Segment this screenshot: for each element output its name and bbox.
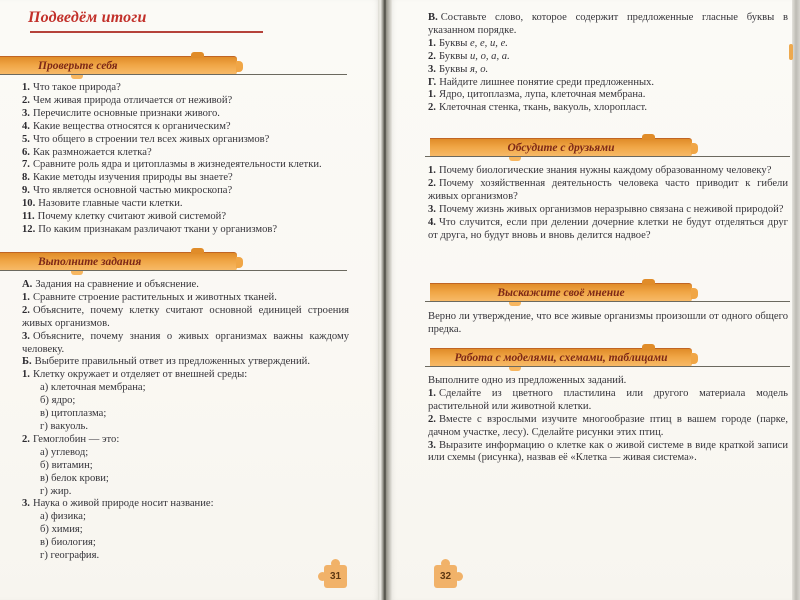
list-item: 2. Вместе с взрослыми изучите многообразие птиц в вашем городе (парке, дачном участке, лесу). Сделайте рисунки этих птиц. (428, 413, 788, 438)
list-item: 2. Чем живая природа отличается от неживой? (22, 94, 233, 106)
list-item: а) физика; (40, 511, 86, 523)
list-item: а) клеточная мембрана; (40, 382, 146, 394)
list-item: а) углевод; (40, 446, 89, 458)
list-item: б) витамин; (40, 459, 93, 471)
list-item: б) химия; (40, 524, 83, 536)
list-item: 3. Буквы я, о. (428, 63, 489, 75)
list-item: 1. Ядро, цитоплазма, лупа, клеточная мембрана. (428, 89, 646, 101)
page-number-puzzle (324, 565, 347, 588)
list-item: 3. Почему жизнь живых организмов неразрывно связана с неживой природой? (428, 203, 784, 215)
models-list (428, 375, 788, 465)
list-item: 4. Что случится, если при делении дочерние клетки не будут отделяться друг от друга, но будут вновь и вновь делится надвое? (428, 216, 788, 241)
list-item: в) биология; (40, 537, 96, 549)
banner-opinion (430, 283, 692, 302)
section-rule (425, 156, 790, 157)
list-item: 10. Назовите главные части клетки. (22, 198, 183, 210)
book-spine (378, 0, 392, 600)
list-item: г) жир. (40, 485, 72, 497)
banner-label: Проверьте себя (38, 60, 118, 72)
list-item: 3. Перечислите основные признаки живого. (22, 107, 220, 119)
banner-label: Выскажите своё мнение (497, 287, 625, 299)
opinion-text: Верно ли утверждение, что все живые организмы произошли от одного общего предка. (428, 311, 788, 336)
list-item: 2. Объясните, почему клетку считают основной единицей строения живых организмов. (22, 304, 349, 329)
list-item: 4. Какие вещества относятся к органическим? (22, 120, 231, 132)
list-item: Выполните одно из предложенных заданий. (428, 375, 627, 386)
page-number: 32 (439, 571, 452, 582)
list-item: 2. Почему хозяйственная деятельность человека часто приводит к гибели живых организмов? (428, 177, 788, 202)
discuss-list (428, 165, 788, 242)
list-item: в) белок крови; (40, 472, 109, 484)
list-item: А. Задания на сравнение и объяснение. (22, 279, 199, 290)
banner-label: Выполните задания (38, 256, 142, 268)
section-rule (425, 301, 790, 302)
list-item: 7. Сравните роль ядра и цитоплазмы в жизнедеятельности клетки. (22, 159, 322, 171)
list-item: б) ядро; (40, 395, 76, 407)
list-item: г) география. (40, 550, 100, 562)
top-tasks-list (428, 12, 788, 115)
list-item: 12. По каким признакам различают ткани у организмов? (22, 223, 278, 235)
list-item: Г. Найдите лишнее понятие среди предложенных. (428, 76, 655, 88)
do-tasks-list (22, 279, 349, 563)
list-item: 1. Что такое природа? (22, 82, 121, 93)
check-yourself-list (22, 82, 349, 237)
list-item: 3. Наука о живой природе носит название: (22, 498, 214, 510)
list-item: 1. Буквы е, е, и, е. (428, 37, 508, 49)
list-item: 1. Сравните строение растительных и животных тканей. (22, 291, 277, 303)
list-item: г) вакуоль. (40, 420, 89, 432)
list-item: 1. Клетку окружает и отделяет от внешней среды: (22, 369, 248, 381)
list-item: 3. Выразите информацию о клетке как о живой системе в виде краткой записи или схемы (рисунка), назвав её «Клетка — живая система». (428, 439, 788, 464)
list-item: 1. Сделайте из цветного пластилина или другого материала модель растительной или животной клетки. (428, 387, 788, 412)
list-item: 2. Гемоглобин — это: (22, 433, 120, 445)
list-item: 6. Как размножается клетка? (22, 146, 152, 158)
banner-discuss (430, 138, 692, 157)
chapter-title: Подведём итоги (28, 9, 147, 26)
banner-check-yourself (0, 56, 237, 75)
page-number-puzzle (434, 565, 457, 588)
section-rule (0, 270, 347, 271)
list-item: 9. Что является основной частью микроскопа? (22, 185, 233, 197)
page-number: 31 (329, 571, 342, 582)
banner-do-tasks (0, 252, 237, 271)
right-page (389, 0, 792, 600)
list-item: 11. Почему клетку считают живой системой? (22, 211, 227, 223)
list-item: 8. Какие методы изучения природы вы знаете? (22, 172, 233, 184)
page-edge-tab (789, 44, 793, 60)
list-item: 5. Что общего в строении тел всех живых организмов? (22, 133, 270, 145)
list-item: 2. Буквы и, о, а, а. (428, 50, 510, 62)
left-page (0, 0, 381, 600)
list-item: 3. Объясните, почему знания о живых организмах важны каждому человеку. (22, 330, 349, 355)
banner-label: Обсудите с друзьями (507, 142, 615, 154)
banner-models (430, 348, 692, 367)
list-item: В. Составьте слово, которое содержит предложенные гласные буквы в указанном порядке. (428, 12, 788, 36)
list-item: Б. Выберите правильный ответ из предложенных утверждений. (22, 356, 310, 368)
section-rule (0, 74, 347, 75)
list-item: 2. Клеточная стенка, ткань, вакуоль, хлоропласт. (428, 102, 648, 114)
page-edge (792, 0, 800, 600)
title-underline (30, 31, 263, 33)
section-rule (425, 366, 790, 367)
list-item: 1. Почему биологические знания нужны каждому образованному человеку? (428, 165, 772, 176)
list-item: в) цитоплазма; (40, 408, 107, 420)
banner-label: Работа с моделями, схемами, таблицами (454, 352, 668, 364)
